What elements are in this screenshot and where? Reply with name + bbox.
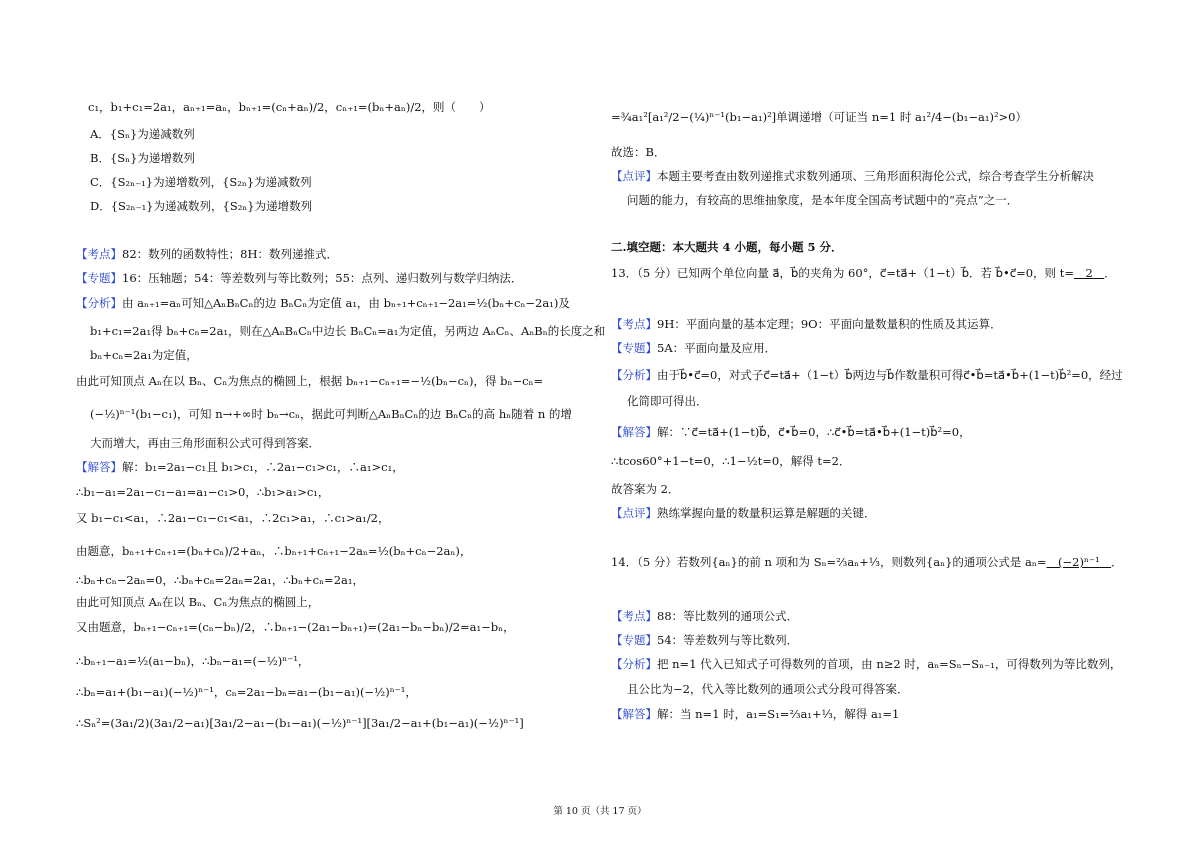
q13-kaodian-line: [611, 317, 1002, 331]
kaodian-tag: 【考点】: [76, 247, 122, 261]
jieda-line-6: 由此可知顶点 Aₙ在以 Bₙ、Cₙ为焦点的椭圆上，: [76, 595, 320, 609]
jieda-text-1: 解：b₁=2a₁−c₁且 b₁>c₁，∴2a₁−c₁>c₁，∴a₁>c₁，: [122, 460, 404, 474]
q12-stem-tail: c₁，b₁+c₁=2a₁，aₙ₊₁=aₙ，bₙ₊₁=(cₙ+aₙ)/2，cₙ₊₁=(bₙ+aₙ)/2，则（ ）: [88, 100, 491, 114]
q14-text: 14．（5 分）若数列{aₙ}的前 n 项和为 Sₙ=⅔aₙ+⅓，则数列{aₙ}的通项公式是 aₙ=: [611, 555, 1047, 569]
q13-zhuanti-tag: 【专题】: [611, 341, 657, 355]
dianping-tag: 【点评】: [611, 169, 657, 183]
q13-dianping-text: 熟练掌握向量的数量积运算是解题的关键．: [657, 506, 876, 520]
zhuanti-text: 16：压轴题；54：等差数列与等比数列；55：点列、递归数列与数学归纳法．: [122, 271, 523, 285]
jieda-tag: 【解答】: [76, 460, 122, 474]
option-d: D．{S₂ₙ₋₁}为递减数列，{S₂ₙ}为递增数列: [90, 199, 313, 213]
jieda-line-8: ∴bₙ₊₁−a₁=½(a₁−bₙ)，∴bₙ−a₁=(−½)ⁿ⁻¹，: [76, 654, 310, 668]
q14-jieda-tag: 【解答】: [611, 707, 657, 721]
fenxi-line-1: [76, 296, 570, 310]
q13-kaodian-text: 9H：平面向量的基本定理；9O：平面向量数量积的性质及其运算．: [657, 317, 1002, 331]
jieda-line-5: ∴bₙ+cₙ−2aₙ=0，∴bₙ+cₙ=2aₙ=2a₁，∴bₙ+cₙ=2a₁，: [76, 573, 364, 587]
q14-stem: [611, 555, 1123, 569]
q14-fenxi-line-2: 且公比为−2，代入等比数列的通项公式分段可得答案．: [627, 682, 909, 696]
q13-fenxi-text-1: 由于b⃗•c⃗=0，对式子c⃗=ta⃗+（1−t）b⃗两边与b⃗作数量积可得c⃗•b⃗=ta⃗•b⃗+(1−t)b⃗²=0，经过: [657, 368, 1123, 382]
zhuanti-line: [76, 271, 522, 285]
q13-jieda-line-1: [611, 425, 971, 439]
q14-answer-blank: (−2)ⁿ⁻¹: [1046, 555, 1112, 569]
q13-dianping-tag: 【点评】: [611, 506, 657, 520]
q14-fenxi-line-1: [611, 657, 1121, 671]
q14-zhuanti-tag: 【专题】: [611, 633, 657, 647]
q14-jieda-text: 解：当 n=1 时，a₁=S₁=⅔a₁+⅓，解得 a₁=1: [657, 707, 900, 721]
dianping-text-1: 本题主要考查由数列递推式求数列通项、三角形面积海伦公式，综合考查学生分析解决: [657, 169, 1094, 183]
jieda-line-7: 又由题意，bₙ₊₁−cₙ₊₁=(cₙ−bₙ)/2，∴bₙ₊₁−(2a₁−bₙ₊₁)=(2a₁−bₙ−bₙ)/2=a₁−bₙ，: [76, 620, 515, 634]
choice-answer: 故选：B．: [611, 145, 666, 159]
q14-zhuanti-text: 54：等差数列与等比数列．: [657, 633, 799, 647]
q13-stem: [611, 266, 1116, 280]
fenxi-line-4: 由此可知顶点 Aₙ在以 Bₙ、Cₙ为焦点的椭圆上，根据 bₙ₊₁−cₙ₊₁=−½(bₙ−cₙ)，得 bₙ−cₙ=: [76, 374, 544, 388]
fenxi-tag: 【分析】: [76, 296, 122, 310]
fenxi-line-5: (−½)ⁿ⁻¹(b₁−c₁)，可知 n→+∞时 bₙ→cₙ，据此可判断△AₙBₙCₙ的边 BₙCₙ的高 hₙ随着 n 的增: [90, 407, 572, 421]
q13-dianping-line: [611, 506, 876, 520]
jieda-line-1: [76, 460, 404, 474]
q14-kaodian-text: 88：等比数列的通项公式．: [657, 609, 799, 623]
option-a: A．{Sₙ}为递减数列: [90, 127, 195, 141]
q14-period: ．: [1111, 555, 1123, 569]
q14-jieda-line: [611, 707, 899, 721]
q13-jieda-line-3: 故答案为 2．: [611, 482, 680, 496]
section-heading: 二.填空题：本大题共 4 小题，每小题 5 分．: [611, 240, 843, 254]
q13-jieda-tag: 【解答】: [611, 425, 657, 439]
q14-kaodian-line: [611, 609, 798, 623]
dianping-line-2: 问题的能力，有较高的思维抽象度，是本年度全国高考试题中的“亮点”之一．: [627, 193, 1019, 207]
q14-fenxi-text-1: 把 n=1 代入已知式子可得数列的首项，由 n≥2 时，aₙ=Sₙ−Sₙ₋₁，可得数列为等比数列，: [657, 657, 1122, 671]
option-b: B．{Sₙ}为递增数列: [90, 151, 195, 165]
q13-kaodian-tag: 【考点】: [611, 317, 657, 331]
area-formula-line: =¾a₁²[a₁²/2−(¼)ⁿ⁻¹(b₁−a₁)²]单调递增（可证当 n=1 时 a₁²/4−(b₁−a₁)²>0）: [611, 110, 1028, 124]
fenxi-line-6: 大而增大，再由三角形面积公式可得到答案．: [90, 436, 320, 450]
q13-text: 13．（5 分）已知两个单位向量 a⃗，b⃗的夹角为 60°，c⃗=ta⃗+（1−t）b⃗．若 b⃗•c⃗=0，则 t=: [611, 266, 1074, 280]
dianping-line-1: [611, 169, 1094, 183]
jieda-line-2: ∴b₁−a₁=2a₁−c₁−a₁=a₁−c₁>0，∴b₁>a₁>c₁，: [76, 485, 330, 499]
page-number-footer: 第 10 页（共 17 页）: [553, 806, 647, 817]
q13-fenxi-line-2: 化简即可得出．: [627, 394, 708, 408]
jieda-line-9: ∴bₙ=a₁+(b₁−a₁)(−½)ⁿ⁻¹，cₙ=2a₁−bₙ=a₁−(b₁−a₁)(−½)ⁿ⁻¹，: [76, 685, 417, 699]
q13-zhuanti-text: 5A：平面向量及应用．: [657, 341, 777, 355]
zhuanti-tag: 【专题】: [76, 271, 122, 285]
q13-jieda-text-1: 解：∵c⃗=ta⃗+(1−t)b⃗，c⃗•b⃗=0，∴c⃗•b⃗=ta⃗•b⃗+(1−t)b⃗²=0，: [657, 425, 971, 439]
q13-answer-blank: 2: [1073, 266, 1105, 280]
q13-period: ．: [1104, 266, 1116, 280]
q14-zhuanti-line: [611, 633, 798, 647]
q13-fenxi-tag: 【分析】: [611, 368, 657, 382]
q14-fenxi-tag: 【分析】: [611, 657, 657, 671]
q14-kaodian-tag: 【考点】: [611, 609, 657, 623]
jieda-line-3: 又 b₁−c₁<a₁，∴2a₁−c₁−c₁<a₁，∴2c₁>a₁，∴c₁>a₁/2，: [76, 511, 390, 525]
fenxi-text-1: 由 aₙ₊₁=aₙ可知△AₙBₙCₙ的边 BₙCₙ为定值 a₁，由 bₙ₊₁+cₙ₊₁−2a₁=½(bₙ+cₙ−2a₁)及: [122, 296, 570, 310]
q13-fenxi-line-1: [611, 368, 1123, 382]
kaodian-line: [76, 247, 338, 261]
fenxi-line-2: b₁+c₁=2a₁得 bₙ+cₙ=2a₁，则在△AₙBₙCₙ中边长 BₙCₙ=a₁为定值，另两边 AₙCₙ、AₙBₙ的长度之和: [90, 324, 606, 338]
jieda-line-4: 由题意，bₙ₊₁+cₙ₊₁=(bₙ+cₙ)/2+aₙ，∴bₙ₊₁+cₙ₊₁−2aₙ=½(bₙ+cₙ−2aₙ)，: [76, 544, 472, 558]
jieda-line-10: ∴Sₙ²=(3a₁/2)(3a₁/2−a₁)[3a₁/2−a₁−(b₁−a₁)(−½)ⁿ⁻¹][3a₁/2−a₁+(b₁−a₁)(−½)ⁿ⁻¹]: [76, 716, 524, 730]
q13-jieda-line-2: ∴tcos60°+1−t=0，∴1−½t=0，解得 t=2．: [611, 454, 851, 468]
fenxi-line-3: bₙ+cₙ=2a₁为定值，: [90, 348, 198, 362]
kaodian-text: 82：数列的函数特性；8H：数列递推式．: [122, 247, 338, 261]
q13-zhuanti-line: [611, 341, 776, 355]
option-c: C．{S₂ₙ₋₁}为递增数列，{S₂ₙ}为递减数列: [90, 175, 312, 189]
